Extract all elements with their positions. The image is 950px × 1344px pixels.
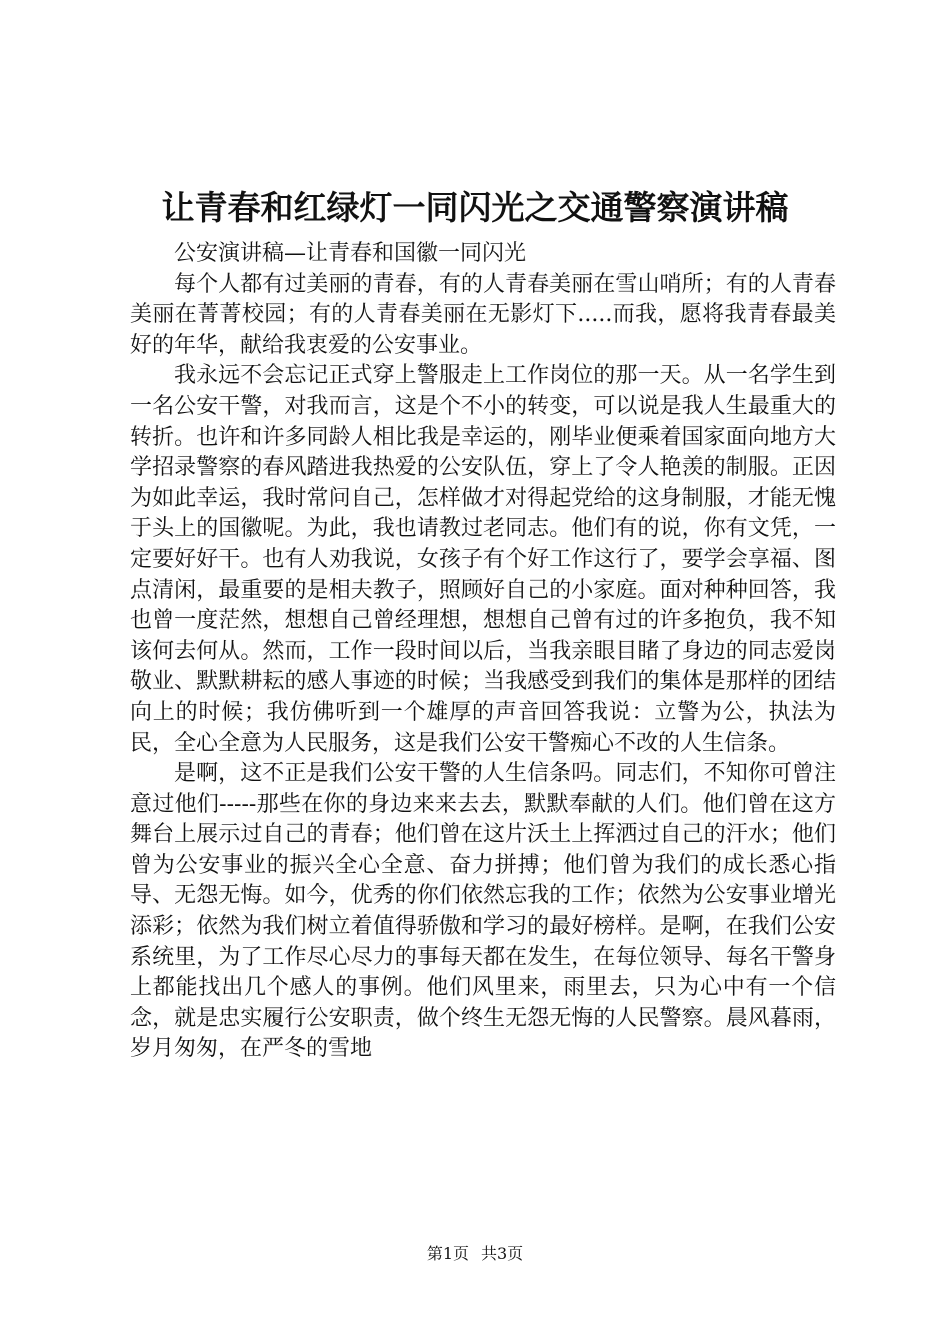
paragraph: 是啊，这不正是我们公安干警的人生信条吗。同志们，不知你可曾注意过他们-----那些在你的身边来来去去，默默奉献的人们。他们曾在这方舞台上展示过自己的青春；他们曾在这片沃土上挥洒过自己的汗水；他们曾为公安事业的振兴全心全意、奋力拼搏；他们曾为我们的成长悉心指导、无怨无悔。如今，优秀的你们依然忘我的工作；依然为公安事业增光添彩；依然为我们树立着值得骄傲和学习的最好榜样。是啊，在我们公安系统里，为了工作尽心尽力的事每天都在发生，在每位领导、每名干警身上都能找出几个感人的事例。他们风里来，雨里去，只为心中有一个信念，就是忠实履行公安职责，做个终生无怨无悔的人民警察。晨风暮雨，岁月匆匆，在严冬的雪地 <box>130 761 836 1062</box>
page-footer <box>0 1243 950 1265</box>
paragraph: 每个人都有过美丽的青春，有的人青春美丽在雪山哨所；有的人青春美丽在菁菁校园；有的人青春美丽在无影灯下.....而我，愿将我青春最美好的年华，献给我衷爱的公安事业。 <box>130 271 836 358</box>
paragraph: 我永远不会忘记正式穿上警服走上工作岗位的那一天。从一名学生到一名公安干警，对我而言，这是个不小的转变，可以说是我人生最重大的转折。也许和许多同龄人相比我是幸运的，刚毕业便乘着国家面向地方大学招录警察的春风踏进我热爱的公安队伍，穿上了令人艳羡的制服。正因为如此幸运，我时常问自己，怎样做才对得起党给的这身制服，才能无愧于头上的国徽呢。为此，我也请教过老同志。他们有的说，你有文凭，一定要好好干。也有人劝我说，女孩子有个好工作这行了，要学会享福、图点清闲，最重要的是相夫教子，照顾好自己的小家庭。面对种种回答，我也曾一度茫然，想想自己曾经理想，想想自己曾有过的许多抱负，我不知该何去何从。然而，工作一段时间以后，当我亲眼目睹了身边的同志爱岗敬业、默默耕耘的感人事迹的时候；当我感受到我们的集体是那样的团结向上的时候；我仿佛听到一个雄厚的声音回答我说：立警为公，执法为民，全心全意为人民服务，这是我们公安干警痴心不改的人生信条。 <box>130 363 836 756</box>
page-number: 第1页 <box>426 1244 469 1263</box>
document-body <box>130 239 836 1065</box>
page-total: 共3页 <box>481 1244 524 1263</box>
paragraph-subtitle: 公安演讲稿—让青春和国徽一同闪光 <box>174 241 527 266</box>
document-title: 让青春和红绿灯一同闪光之交通警察演讲稿 <box>161 188 789 227</box>
